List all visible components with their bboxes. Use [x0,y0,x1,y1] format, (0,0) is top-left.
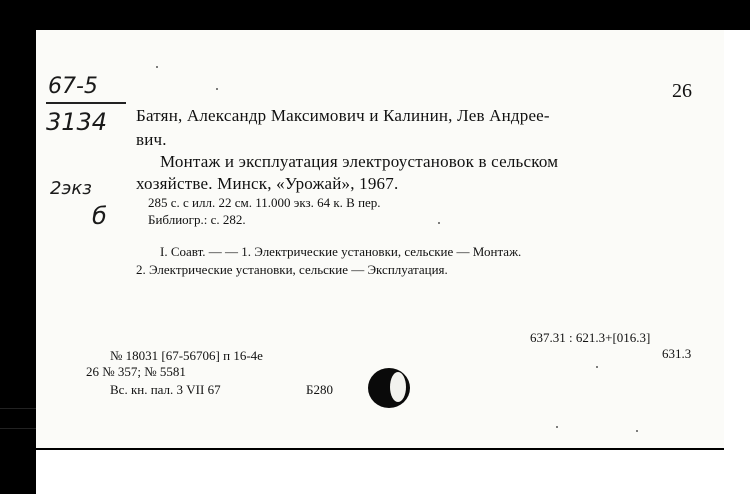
title-line: Монтаж и эксплуатация электроустановок в сельском [160,152,559,171]
classification-index-secondary: 631.3 [662,346,692,361]
shelf-mark-top: 67-5 [48,74,98,99]
card-punch-hole [368,368,410,408]
record-chamber: Вс. кн. пал. 3 VII 67 [110,382,221,397]
bibliography-note: Библиогр.: с. 282. [148,212,246,227]
title-imprint-line: хозяйстве. Минск, «Урожай», 1967. [136,174,399,193]
author-heading: Батян, Александр Максимович и Калинин, Лев Андрее- [136,106,550,125]
card-number: 26 [672,80,692,102]
shelf-mark-bottom: 3134 [46,108,108,136]
scan-speck [156,66,158,68]
record-copies: 26 № 357; № 5581 [86,364,186,379]
record-number: № 18031 [67-56706] п 16-4е [110,348,263,363]
physical-description: 285 с. с илл. 22 см. 11.000 экз. 64 к. В пер. [148,195,381,210]
edge-line [0,428,36,429]
author-heading-continuation: вич. [136,130,167,149]
subject-tracing-continuation: 2. Электрические установки, сельские — Эксплуатация. [136,262,448,277]
shelf-mark-divider [46,102,126,104]
subject-tracing: I. Соавт. — — 1. Электрические установки, сельские — Монтаж. [160,244,522,259]
scan-speck [596,366,598,368]
scan-speck [216,88,218,90]
edge-line [0,408,36,409]
copies-mark: б [92,202,107,230]
record-code: Б280 [306,382,333,397]
scan-speck [438,222,440,224]
scan-margin-bottom [36,450,750,494]
scan-speck [636,430,638,432]
classification-index: 637.31 : 621.3+[016.3] [530,330,651,345]
scan-margin-right [724,30,750,450]
copies-note: 2экз [50,178,92,199]
scan-speck [556,426,558,428]
